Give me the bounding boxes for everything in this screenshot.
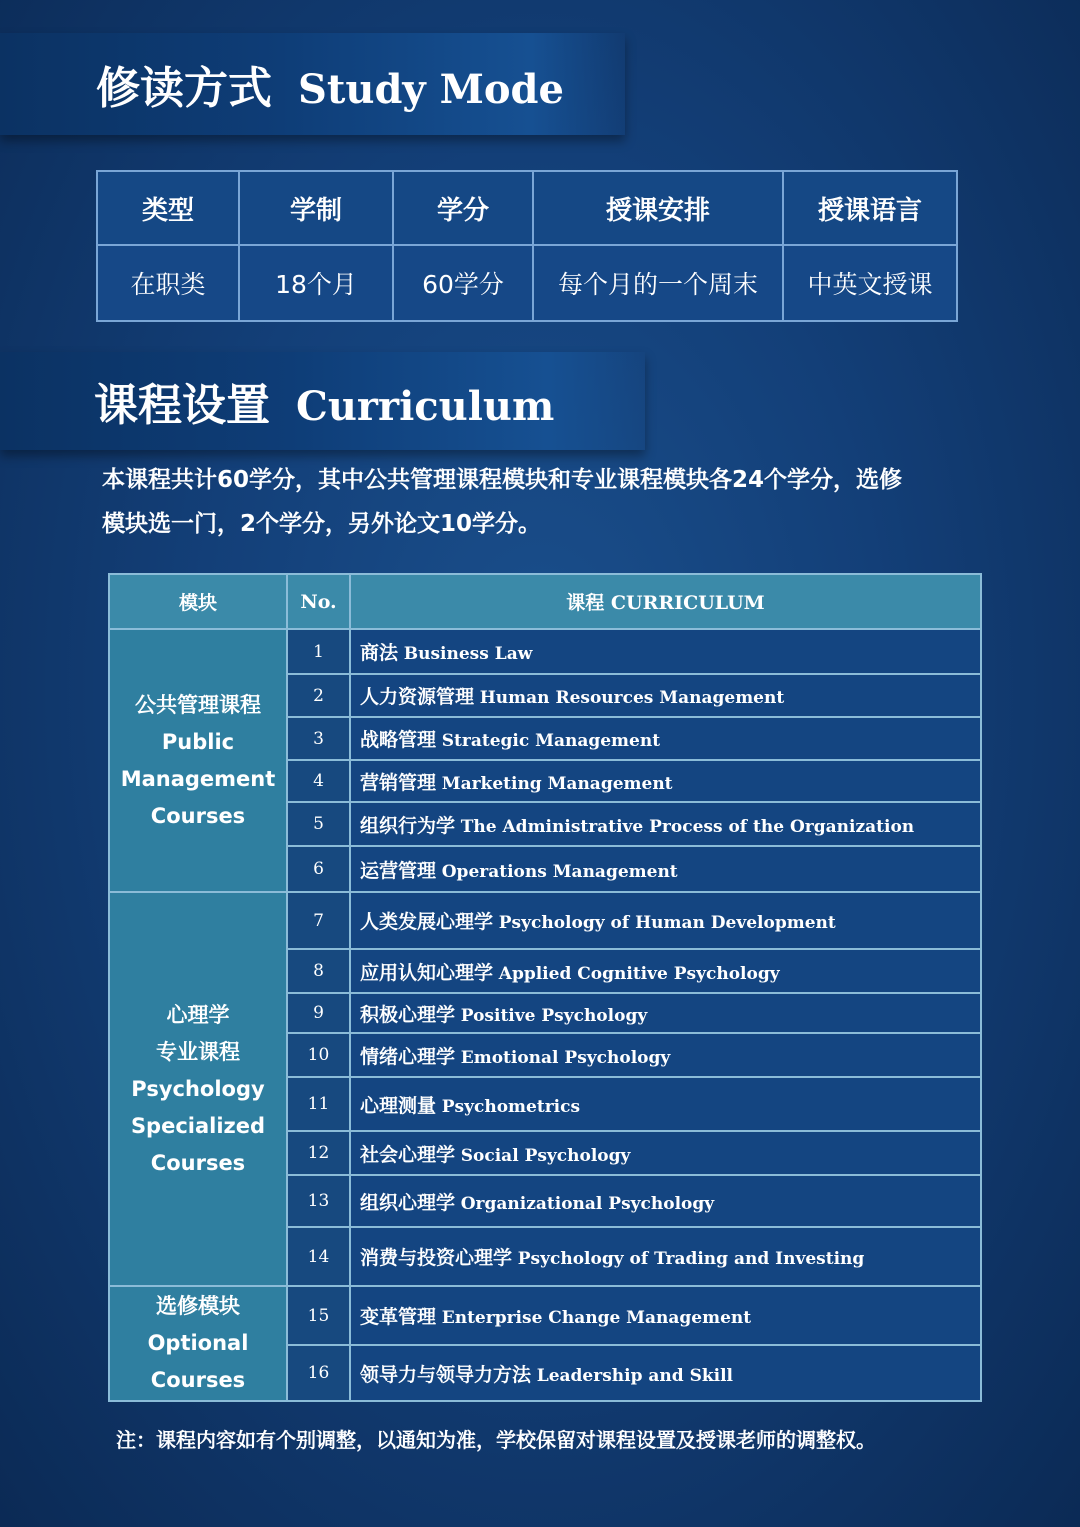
study-mode-table	[96, 170, 958, 322]
module-line: Courses	[150, 1150, 246, 1175]
course-name-en: Organizational Psychology	[460, 1193, 715, 1214]
course-name	[350, 802, 981, 846]
course-name	[350, 629, 981, 674]
course-name	[350, 1286, 981, 1345]
course-name-zh: 社会心理学	[360, 1143, 456, 1166]
course-number: 2	[287, 674, 350, 717]
course-name	[350, 1131, 981, 1175]
curriculum-table	[108, 573, 982, 1402]
curriculum-intro	[102, 458, 1022, 546]
course-name-en: Operations Management	[441, 861, 678, 882]
study-mode-header-row	[97, 171, 957, 245]
module-line: Courses	[150, 803, 246, 828]
course-name-en: Enterprise Change Management	[441, 1308, 752, 1328]
table-row	[109, 892, 981, 949]
module-psychology-specialized	[109, 892, 287, 1286]
module-line: 专业课程	[156, 1039, 240, 1064]
course-name	[350, 1175, 981, 1227]
header-schedule: 授课安排	[533, 171, 783, 245]
course-number: 8	[287, 949, 350, 993]
course-number: 10	[287, 1033, 350, 1077]
course-number: 11	[287, 1077, 350, 1131]
course-name-zh: 组织心理学	[360, 1191, 456, 1214]
header-language: 授课语言	[783, 171, 957, 245]
study-mode-value-row	[97, 245, 957, 321]
course-name-en: Social Psychology	[460, 1145, 631, 1166]
course-name-en: Strategic Management	[441, 731, 661, 751]
module-line: Specialized	[130, 1113, 266, 1138]
value-language: 中英文授课	[783, 245, 957, 321]
course-name	[350, 760, 981, 802]
course-name-en: The Administrative Process of the Organization	[460, 816, 915, 837]
header-duration: 学制	[239, 171, 393, 245]
course-name-en: Positive Psychology	[460, 1005, 648, 1026]
course-number: 3	[287, 717, 350, 760]
module-public-management	[109, 629, 287, 892]
course-name-zh: 情绪心理学	[360, 1045, 456, 1068]
course-name-zh: 商法	[360, 642, 399, 664]
course-name-en: Psychology of Trading and Investing	[517, 1249, 865, 1269]
course-name-zh: 消费与投资心理学	[360, 1247, 513, 1269]
header-type: 类型	[97, 171, 239, 245]
course-name-zh: 心理测量	[360, 1094, 437, 1117]
course-name-en: Applied Cognitive Psychology	[498, 963, 780, 984]
module-line: Public	[161, 729, 235, 754]
header-course-en: CURRICULUM	[610, 592, 765, 614]
course-name-zh: 人类发展心理学	[360, 911, 494, 933]
course-name	[350, 846, 981, 892]
value-duration: 18个月	[239, 245, 393, 321]
course-name-en: Business Law	[403, 644, 533, 664]
course-number: 14	[287, 1227, 350, 1286]
course-name	[350, 993, 981, 1033]
module-line: 心理学	[166, 1002, 230, 1027]
course-name-en: Psychometrics	[441, 1096, 581, 1117]
course-name-en: Emotional Psychology	[460, 1047, 671, 1068]
course-name	[350, 892, 981, 949]
curriculum-title-zh: 课程设置	[94, 380, 270, 431]
module-line: 选修模块	[156, 1294, 240, 1318]
module-line: Psychology	[131, 1076, 265, 1101]
course-name	[350, 949, 981, 993]
curriculum-title-en: Curriculum	[296, 383, 555, 430]
module-line: 公共管理课程	[135, 692, 261, 717]
module-optional	[109, 1286, 287, 1401]
course-number: 15	[287, 1286, 350, 1345]
course-name-en: Psychology of Human Development	[498, 913, 836, 933]
course-number: 4	[287, 760, 350, 802]
module-line: Management	[120, 766, 276, 791]
course-number: 1	[287, 629, 350, 674]
course-name-zh: 组织行为学	[360, 814, 456, 837]
header-module: 模块	[109, 574, 287, 629]
course-name-zh: 营销管理	[360, 771, 437, 794]
study-mode-title-zh: 修读方式	[96, 63, 272, 114]
course-name	[350, 674, 981, 717]
course-name-en: Human Resources Management	[479, 688, 785, 708]
course-name-zh: 应用认知心理学	[360, 961, 494, 984]
course-name-en: Leadership and Skill	[536, 1365, 733, 1386]
intro-line-1: 本课程共计60学分，其中公共管理课程模块和专业课程模块各24个学分，选修	[102, 467, 903, 493]
course-name-zh: 战略管理	[360, 729, 437, 751]
course-name	[350, 1033, 981, 1077]
course-name-zh: 积极心理学	[360, 1003, 456, 1026]
value-credits: 60学分	[393, 245, 533, 321]
course-name-zh: 变革管理	[360, 1306, 437, 1328]
table-row	[109, 629, 981, 674]
course-number: 12	[287, 1131, 350, 1175]
course-number: 16	[287, 1345, 350, 1401]
value-type: 在职类	[97, 245, 239, 321]
course-name-zh: 人力资源管理	[360, 686, 475, 708]
course-name	[350, 1345, 981, 1401]
module-line: Optional	[147, 1331, 249, 1355]
header-credits: 学分	[393, 171, 533, 245]
curriculum-header-row	[109, 574, 981, 629]
course-number: 5	[287, 802, 350, 846]
value-schedule: 每个月的一个周末	[533, 245, 783, 321]
footnote: 注：课程内容如有个别调整，以通知为准，学校保留对课程设置及授课老师的调整权。	[116, 1428, 876, 1452]
header-course-zh: 课程	[566, 592, 605, 614]
course-name	[350, 1227, 981, 1286]
curriculum-banner	[0, 352, 645, 450]
course-name-zh: 运营管理	[360, 859, 437, 882]
course-name	[350, 717, 981, 760]
course-number: 6	[287, 846, 350, 892]
course-number: 7	[287, 892, 350, 949]
module-line: Courses	[150, 1368, 246, 1392]
course-name-zh: 领导力与领导力方法	[360, 1363, 532, 1386]
course-name-en: Marketing Management	[441, 773, 673, 794]
header-course	[350, 574, 981, 629]
study-mode-banner	[0, 33, 625, 135]
header-no: No.	[287, 574, 350, 629]
table-row	[109, 1286, 981, 1345]
course-number: 9	[287, 993, 350, 1033]
course-number: 13	[287, 1175, 350, 1227]
intro-line-2: 模块选一门，2个学分，另外论文10学分。	[102, 511, 542, 537]
course-name	[350, 1077, 981, 1131]
study-mode-title-en: Study Mode	[298, 66, 564, 113]
